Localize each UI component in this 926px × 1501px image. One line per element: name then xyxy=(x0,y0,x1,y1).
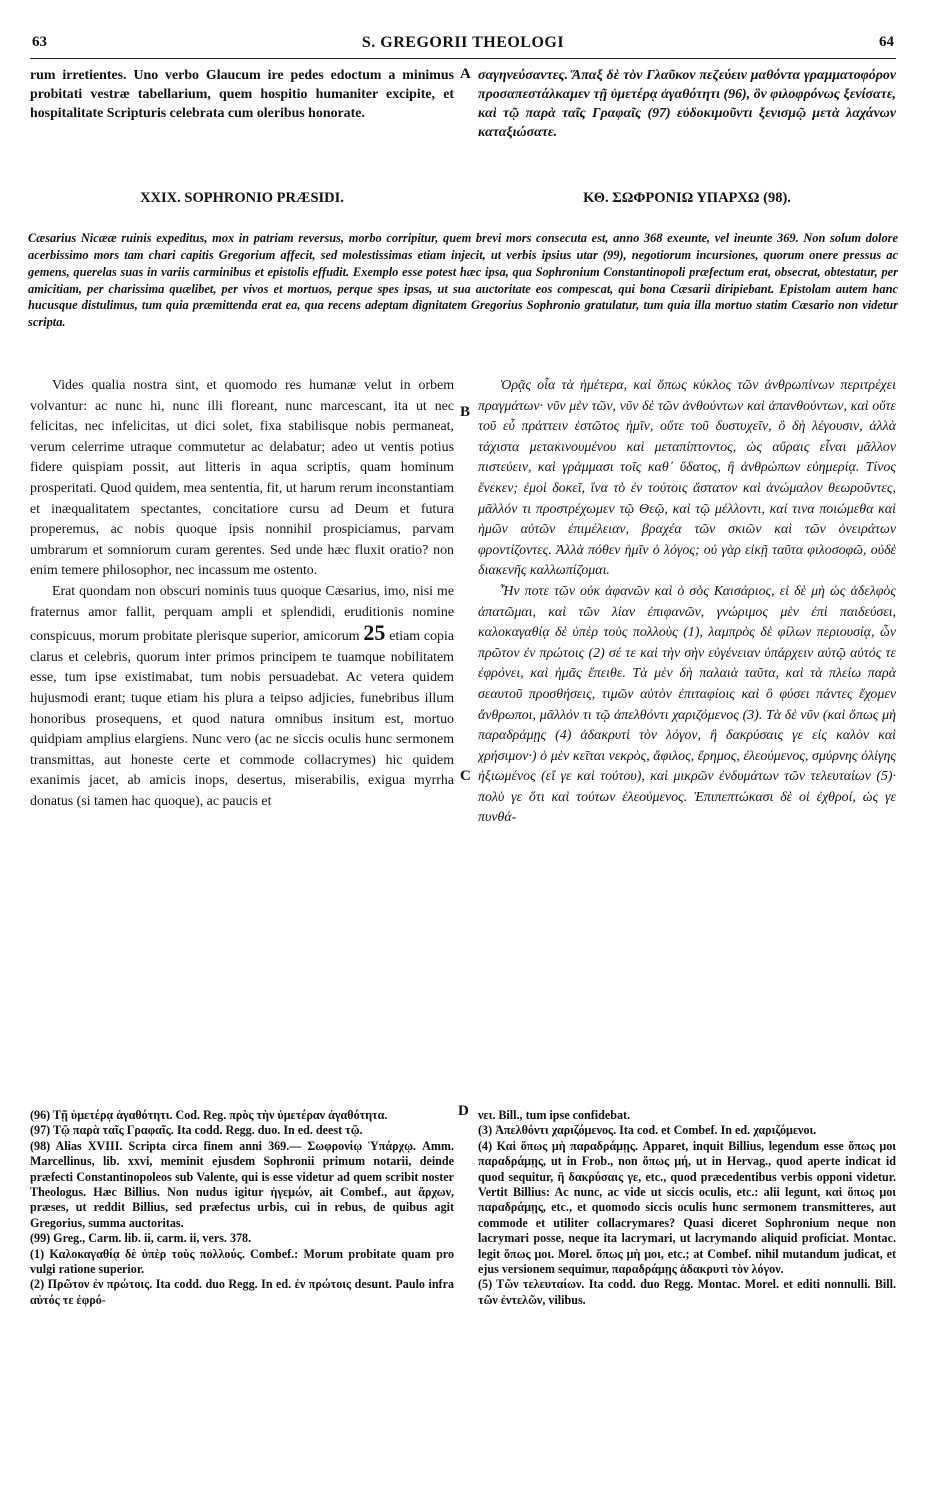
right-page-number: 64 xyxy=(879,34,894,50)
left-page-number: 63 xyxy=(32,34,47,50)
footnote-98: (98) Alias XVIII. Scripta circa finem anni 369.— Σωφρονίῳ Ὑπάρχῳ. Amm. Marcellinus, lib. xxvi, meminit ejusdem Sophronii primum notarii, deinde præfecti Constantinopoleos sub Valente, qui is esse videtur ad quem scribit noster Theologus. Hæc Billius. Non nudus igitur ἡγεμών, ait Combef., aut ἄρχων, præses, ut reddit Billius, sed præfectus urbis, cui in rebus, de quibus agit Gregorius, summa auctoritas. xyxy=(30,1138,454,1230)
top-latin-column xyxy=(30,66,454,166)
footnote-1: (1) Καλοκαγαθίᾳ δὲ ὑπὲρ τοὺς πολλούς. Combef.: Morum probitate quam pro vulgi ratione superior. xyxy=(30,1246,454,1277)
greek-body-column xyxy=(478,376,896,1098)
latin-paragraph-1: Vides qualia nostra sint, et quomodo res humanæ velut in orbem volvantur: ac nunc hi, nunc illi floreant, nunc marcescant, ita ut nec felicitas, nec infelicitas, ut dici solet, fixa stabilisque nobis permaneat, verum celerrime utraque commutetur ac delabatur; adeo ut ventis potius fidere quispiam possit, aut litteris in aqua scriptis, quam hominum prosperitati. Quod quidem, mea sententia, fit, ut harum rerum inconstantiam et inæqualitatem spectantes, concitatiore cursu ad Deum et futura properemus, ac nobis quoque ipsis nonnihil prospiciamus, parvam umbrarum et somniorum curam gerentes. Sed unde hæc fluxit oratio? non enim temere philosophor, nec incassum me ostento. xyxy=(30,378,454,579)
running-header xyxy=(30,34,896,59)
margin-letter-c: C xyxy=(460,768,471,784)
greek-paragraph-1: Ὁρᾷς οἷα τὰ ἡμέτερα, καὶ ὅπως κύκλος τῶν ἀνθρωπίνων περιτρέχει πραγμάτων· νῦν μὲν τῶν, νῦν δὲ τῶν ἀνθούντων καὶ ἀπανθούντων, καὶ οὔτε τοῦ εὖ πράττειν ἑστῶτος ἡμῖν, οὔτε τοῦ δυστυχεῖν, ὃ δὴ λέγουσιν, ἀλλὰ τάχιστα μετακινουμένου καὶ μεταπίπτοντος, ὡς αὔραις εἶναι μᾶλλον πιστεύειν, καὶ γράμμασι τοῖς καθ᾽ ὕδατος, ἢ ἀνθρώπων εὐημερίᾳ. Τίνος ἕνεκεν; ἐμοὶ δοκεῖ, ἵνα τὸ ἐν τούτοις ἄστατον καὶ ἀνώμαλον θεωροῦντες, μᾶλλόν τι προστρέχωμεν τῷ Θεῷ, καὶ τῷ μέλλοντι, καί τινα ποιώμεθα καὶ ἡμῶν αὐτῶν ἐπιμέλειαν, βραχέα τῶν σκιῶν καὶ τῶν ὀνειράτων φροντίζοντες. Ἀλλὰ πόθεν ἡμῖν ὁ λόγος; οὐ γὰρ εἰκῇ ταῦτα φιλοσοφῶ, οὐδὲ διακενῆς καλλωπίζομαι. xyxy=(478,378,896,579)
top-greek-column xyxy=(478,66,896,180)
top-latin-text: rum irretientes. Uno verbo Glaucum ire pedes edoctum a minimus probitati vestræ tabellarium, quem hospitio humaniter excipite, et hospitalitate Scripturis celebrata cum oleribus honorate. xyxy=(30,68,454,121)
footnotes-left xyxy=(30,1108,454,1480)
footnote-96: (96) Τῇ ὑμετέρᾳ ἀγαθότητι. Cod. Reg. πρὸς τὴν ὑμετέραν ἀγαθότητα. xyxy=(30,1108,388,1122)
footnote-3: (3) Ἀπελθόντι χαριζόμενος. Ita cod. et Combef. In ed. χαριζόμενοι. xyxy=(478,1123,817,1138)
latin-paragraph-2a: Erat quondam non obscuri nominis tuus quoque Cæsarius, imo, nisi me fraternus amor fallit, perquam ampli et splendidi, eruditionis nomine conspicuus, morum probitate plerisque superior, amicorum xyxy=(30,583,454,645)
greek-paragraph-2: Ἦν ποτε τῶν οὐκ ἀφανῶν καὶ ὁ σὸς Καισάριος, εἰ δὲ μὴ ὡς ἀδελφὸς ἀπατῶμαι, καὶ τῶν λίαν ἐπιφανῶν, γνώριμος μὲν ἐπὶ παιδεύσει, καλοκαγαθίᾳ δὲ ὑπὲρ τοὺς πολλοὺς (1), λαμπρὸς δὲ φίλων περιουσίᾳ, ὧν πρῶτον ἐν πρώτοις (2) σέ τε καὶ τὴν σὴν εὐγένειαν ὑπάρχειν αὐτῷ αὐτός τε ἐφρόνει, καὶ ἡμᾶς ἔπειθε. Τὰ μὲν δὴ παλαιὰ ταῦτα, καὶ τὰ πλείω παρὰ σεαυτοῦ προσθήσεις, τιμῶν αὐτὸν ἐπιταφίοις καὶ ὃ φύσει πάντες ἔχομεν ἄνθρωποι, μᾶλλόν τι τῷ ἀπελθόντι χαριζόμενος (3). Τὰ δὲ νῦν (καὶ ὅπως μὴ παραδράμῃς (4) ἀδακρυτὶ τὸν λόγον, ἢ δακρύσαις γε εἰς καλὸν καὶ χρήσιμον·) ὁ μὲν κεῖται νεκρὸς, ἄφιλος, ἔρημος, ἐλεούμενος, σμύρνης ὀλίγης ἠξιωμένος (εἴ γε καὶ τούτου), καὶ μικρῶν ἐνδυμάτων τῶν τελευταίων (5)· πολὺ γε ὅτι καὶ τούτων ἐλεούμενος. Ἐπιπεπτώκασι δὲ οἱ ἐχθροί, ὡς γε πυνθά- xyxy=(478,583,896,826)
running-title: S. GREGORII THEOLOGI xyxy=(361,34,565,51)
footnotes-right xyxy=(478,1108,896,1480)
footnote-4: (4) Καὶ ὅπως μὴ παραδράμῃς. Apparet, inquit Billius, legendum esse ὅπως μοι παραδράμῃς, ut in Frob., non ὅπως μή, ut in Hervag., quod aperte indicat id quod sequitur, ἢ δακρύσαις γε, etc., quod præcedentibus verbis opponi videtur. Vertit Billius: Ac nunc, ac vide ut siccis oculis, etc.: alii legunt, καὶ ὅπως μοι παραδράμῃς, etc., et quomodo siccis oculis hunc sermonem transmitteres, aut commode et utiliter collacrymares? Quasi diceret Sophronium neque non lacrymari posse, neque ita lacrymari, ut lacrymando aliquid proficiat. Montac. legit ὅπως μοι. Morel. ὅπως μὴ μοι, etc.; at Combef. nihil mutandum judicat, et ejus versionem sequimur, παραδράμῃς ἀδακρυτὶ τὸν λόγον. xyxy=(478,1138,896,1277)
footnote-99: (99) Greg., Carm. lib. ii, carm. ii, vers. 378. xyxy=(30,1231,252,1246)
footnote-97: (97) Τῷ παρὰ ταῖς Γραφαῖς. Ita codd. Regg. duo. In ed. deest τῷ. xyxy=(30,1123,363,1138)
latin-body-column xyxy=(30,376,454,1098)
top-greek-text: σαγηνεύσαντες. Ἅπαξ δὲ τὸν Γλαῦκον πεζεύειν μαθόντα γραμματοφόρον προσαπεστάλκαμεν τῇ ὑμετέρᾳ ἀγαθότητι (96), ὃν φιλοφρόνως ξενίσατε, καὶ τῷ παρὰ ταῖς Γραφαῖς (97) εὐδοκιμοῦντι ξενισμῷ μετὰ λαχάνων καταξιώσατε. xyxy=(478,68,896,140)
latin-paragraph-2b: etiam copia clarus et celebris, quorum inter primos principem te tuamque nobilitatem esse, tum ipse existimabat, tum nobis persuadebat. Ac vetera quidem hujusmodi erant; tuque etiam his plura a teipso adjicies, funebribus illum honoribus prosequens, et quod natura omnibus insitum est, mortuo quidpiam amplius elargiens. Nunc vero (ac ne siccis oculis hunc sermonem transmittas, aut honeste certe et commode collacrymes) hic quidem exanimis jacet, ab amicis inops, desertus, miserabilis, exigua myrrha donatus (si tamen hac quoque), ac paucis et xyxy=(30,629,454,809)
footnote-5: (5) Τῶν τελευταίων. Ita codd. duo Regg. Montac. Morel. et editi nonnulli. Bill. τῶν ἐντελῶν, vilibus. xyxy=(478,1277,896,1307)
letter-summary xyxy=(28,218,898,368)
folio-number: 25 xyxy=(363,620,386,646)
margin-letter-b: B xyxy=(460,404,471,420)
footnote-2-continued: νει. Bill., tum ipse confidebat. xyxy=(478,1108,631,1122)
footnote-2: (2) Πρῶτον ἐν πρώτοις. Ita codd. duo Regg. In ed. ἐν πρώτοις desunt. Paulo infra αὐτός τε ἐφρό- xyxy=(30,1277,454,1307)
summary-text: Cæsarius Nicææ ruinis expeditus, mox in patriam reversus, morbo corripitur, quem brevi mors consecuta est, anno 368 exeunte, vel ineunte 369. Non solum dolore acerbissimo mors tam chari capitis Gregorium affecit, sed molestissimas etiam injecit, ut verbis ipsius utar (99), negotiorum incursiones, quorum onere pressus ac gemens, querelas suas in variis carminibus et epistolis effudit. Exemplo esse potest hæc ipsa, qua Sophronium Constantinopoli præfectum erat, obsecrat, obtestatur, per amicitiam, per charissima quælibet, per vivos et mortuos, perque spes ipsas, ut sua auctoritate eos compescat, qui bona Cæsarii diripiebant. Epistolam autem hanc hucusque distulimus, tum quia præmittenda erat ea, qua recens adeptam dignitatem Gregorius Sophronio gratulatur, tum quia illa mortuo statim Cæsario non videtur scripta. xyxy=(28,231,898,329)
latin-paragraph-2 xyxy=(30,582,454,813)
latin-letter-heading: XXIX. SOPHRONIO PRÆSIDI. xyxy=(140,190,344,206)
margin-letter-a: A xyxy=(460,66,471,82)
margin-letter-d: D xyxy=(458,1103,469,1119)
greek-letter-heading: ΚΘ. ΣΩΦΡΟΝΙΩ ΥΠΑΡΧΩ (98). xyxy=(583,190,791,206)
